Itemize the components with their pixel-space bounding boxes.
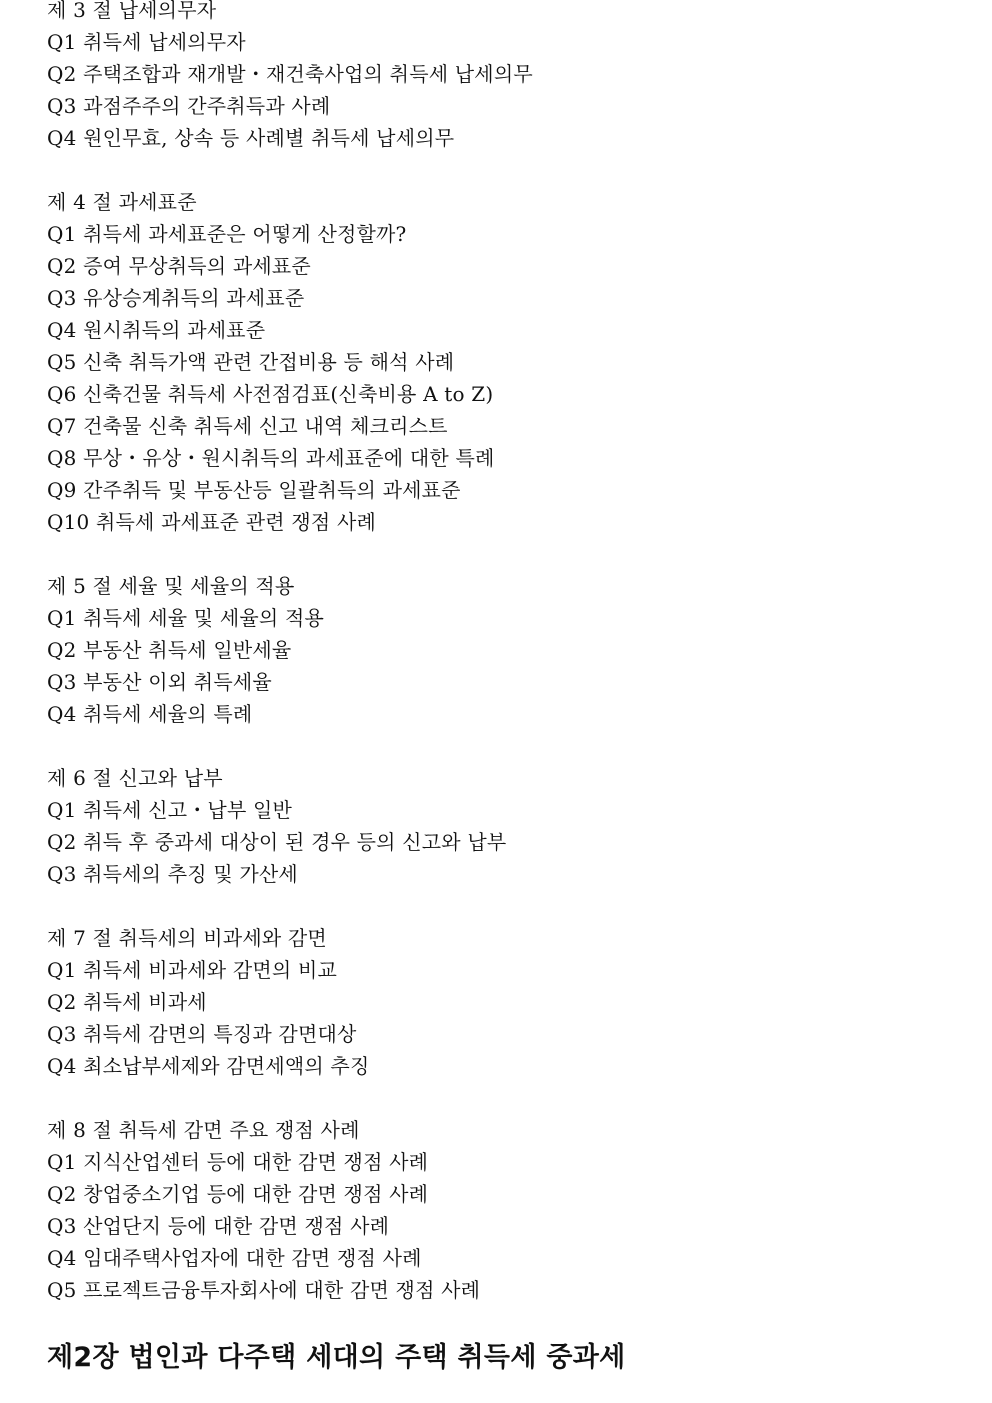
toc-item: Q2 취득 후 중과세 대상이 된 경우 등의 신고와 납부 <box>47 830 507 854</box>
toc-item: Q1 취득세 신고・납부 일반 <box>47 798 293 822</box>
toc-item: Q10 취득세 과세표준 관련 쟁점 사례 <box>47 510 376 534</box>
toc-section <box>47 1114 967 1306</box>
toc-section <box>47 0 967 154</box>
toc-item: Q8 무상・유상・원시취득의 과세표준에 대한 특례 <box>47 446 495 470</box>
section-heading: 제 8 절 취득세 감면 주요 쟁점 사례 <box>47 1118 360 1142</box>
toc-item: Q2 부동산 취득세 일반세율 <box>47 638 292 662</box>
toc-item: Q5 프로젝트금융투자회사에 대한 감면 쟁점 사례 <box>47 1278 481 1302</box>
toc-item: Q2 주택조합과 재개발・재건축사업의 취득세 납세의무 <box>47 62 533 86</box>
toc-section <box>47 186 967 538</box>
toc-item: Q1 취득세 납세의무자 <box>47 30 246 54</box>
toc-item: Q3 부동산 이외 취득세율 <box>47 670 272 694</box>
toc-item: Q3 유상승계취득의 과세표준 <box>47 286 305 310</box>
toc-item: Q7 건축물 신축 취득세 신고 내역 체크리스트 <box>47 414 448 438</box>
section-heading: 제 3 절 납세의무자 <box>47 0 217 22</box>
toc-item: Q3 과점주주의 간주취득과 사례 <box>47 94 331 118</box>
toc-item: Q5 신축 취득가액 관련 간접비용 등 해석 사례 <box>47 350 455 374</box>
toc-section <box>47 762 967 890</box>
toc-item: Q2 취득세 비과세 <box>47 990 207 1014</box>
section-heading: 제 5 절 세율 및 세율의 적용 <box>47 574 295 598</box>
toc-item: Q3 산업단지 등에 대한 감면 쟁점 사례 <box>47 1214 390 1238</box>
section-heading: 제 4 절 과세표준 <box>47 190 197 214</box>
toc-sections <box>47 0 967 1306</box>
chapter-title: 제2장 법인과 다주택 세대의 주택 취득세 중과세 <box>47 1342 626 1373</box>
toc-item: Q1 취득세 비과세와 감면의 비교 <box>47 958 337 982</box>
table-of-contents <box>47 0 967 1378</box>
toc-item: Q2 증여 무상취득의 과세표준 <box>47 254 311 278</box>
toc-item: Q1 취득세 과세표준은 어떻게 산정할까? <box>47 222 407 246</box>
toc-item: Q3 취득세 감면의 특징과 감면대상 <box>47 1022 357 1046</box>
section-heading: 제 7 절 취득세의 비과세와 감면 <box>47 926 327 950</box>
toc-item: Q4 원인무효, 상속 등 사례별 취득세 납세의무 <box>47 126 455 150</box>
toc-section <box>47 922 967 1082</box>
toc-item: Q4 원시취득의 과세표준 <box>47 318 266 342</box>
toc-item: Q2 창업중소기업 등에 대한 감면 쟁점 사례 <box>47 1182 429 1206</box>
toc-item: Q1 지식산업센터 등에 대한 감면 쟁점 사례 <box>47 1150 429 1174</box>
toc-item: Q9 간주취득 및 부동산등 일괄취득의 과세표준 <box>47 478 461 502</box>
toc-item: Q4 최소납부세제와 감면세액의 추징 <box>47 1054 370 1078</box>
toc-item: Q3 취득세의 추징 및 가산세 <box>47 862 298 886</box>
toc-item: Q4 취득세 세율의 특례 <box>47 702 253 726</box>
toc-item: Q1 취득세 세율 및 세율의 적용 <box>47 606 325 630</box>
section-heading: 제 6 절 신고와 납부 <box>47 766 223 790</box>
toc-item: Q6 신축건물 취득세 사전점검표(신축비용 A to Z) <box>47 382 494 406</box>
toc-item: Q4 임대주택사업자에 대한 감면 쟁점 사례 <box>47 1246 422 1270</box>
toc-section <box>47 570 967 730</box>
